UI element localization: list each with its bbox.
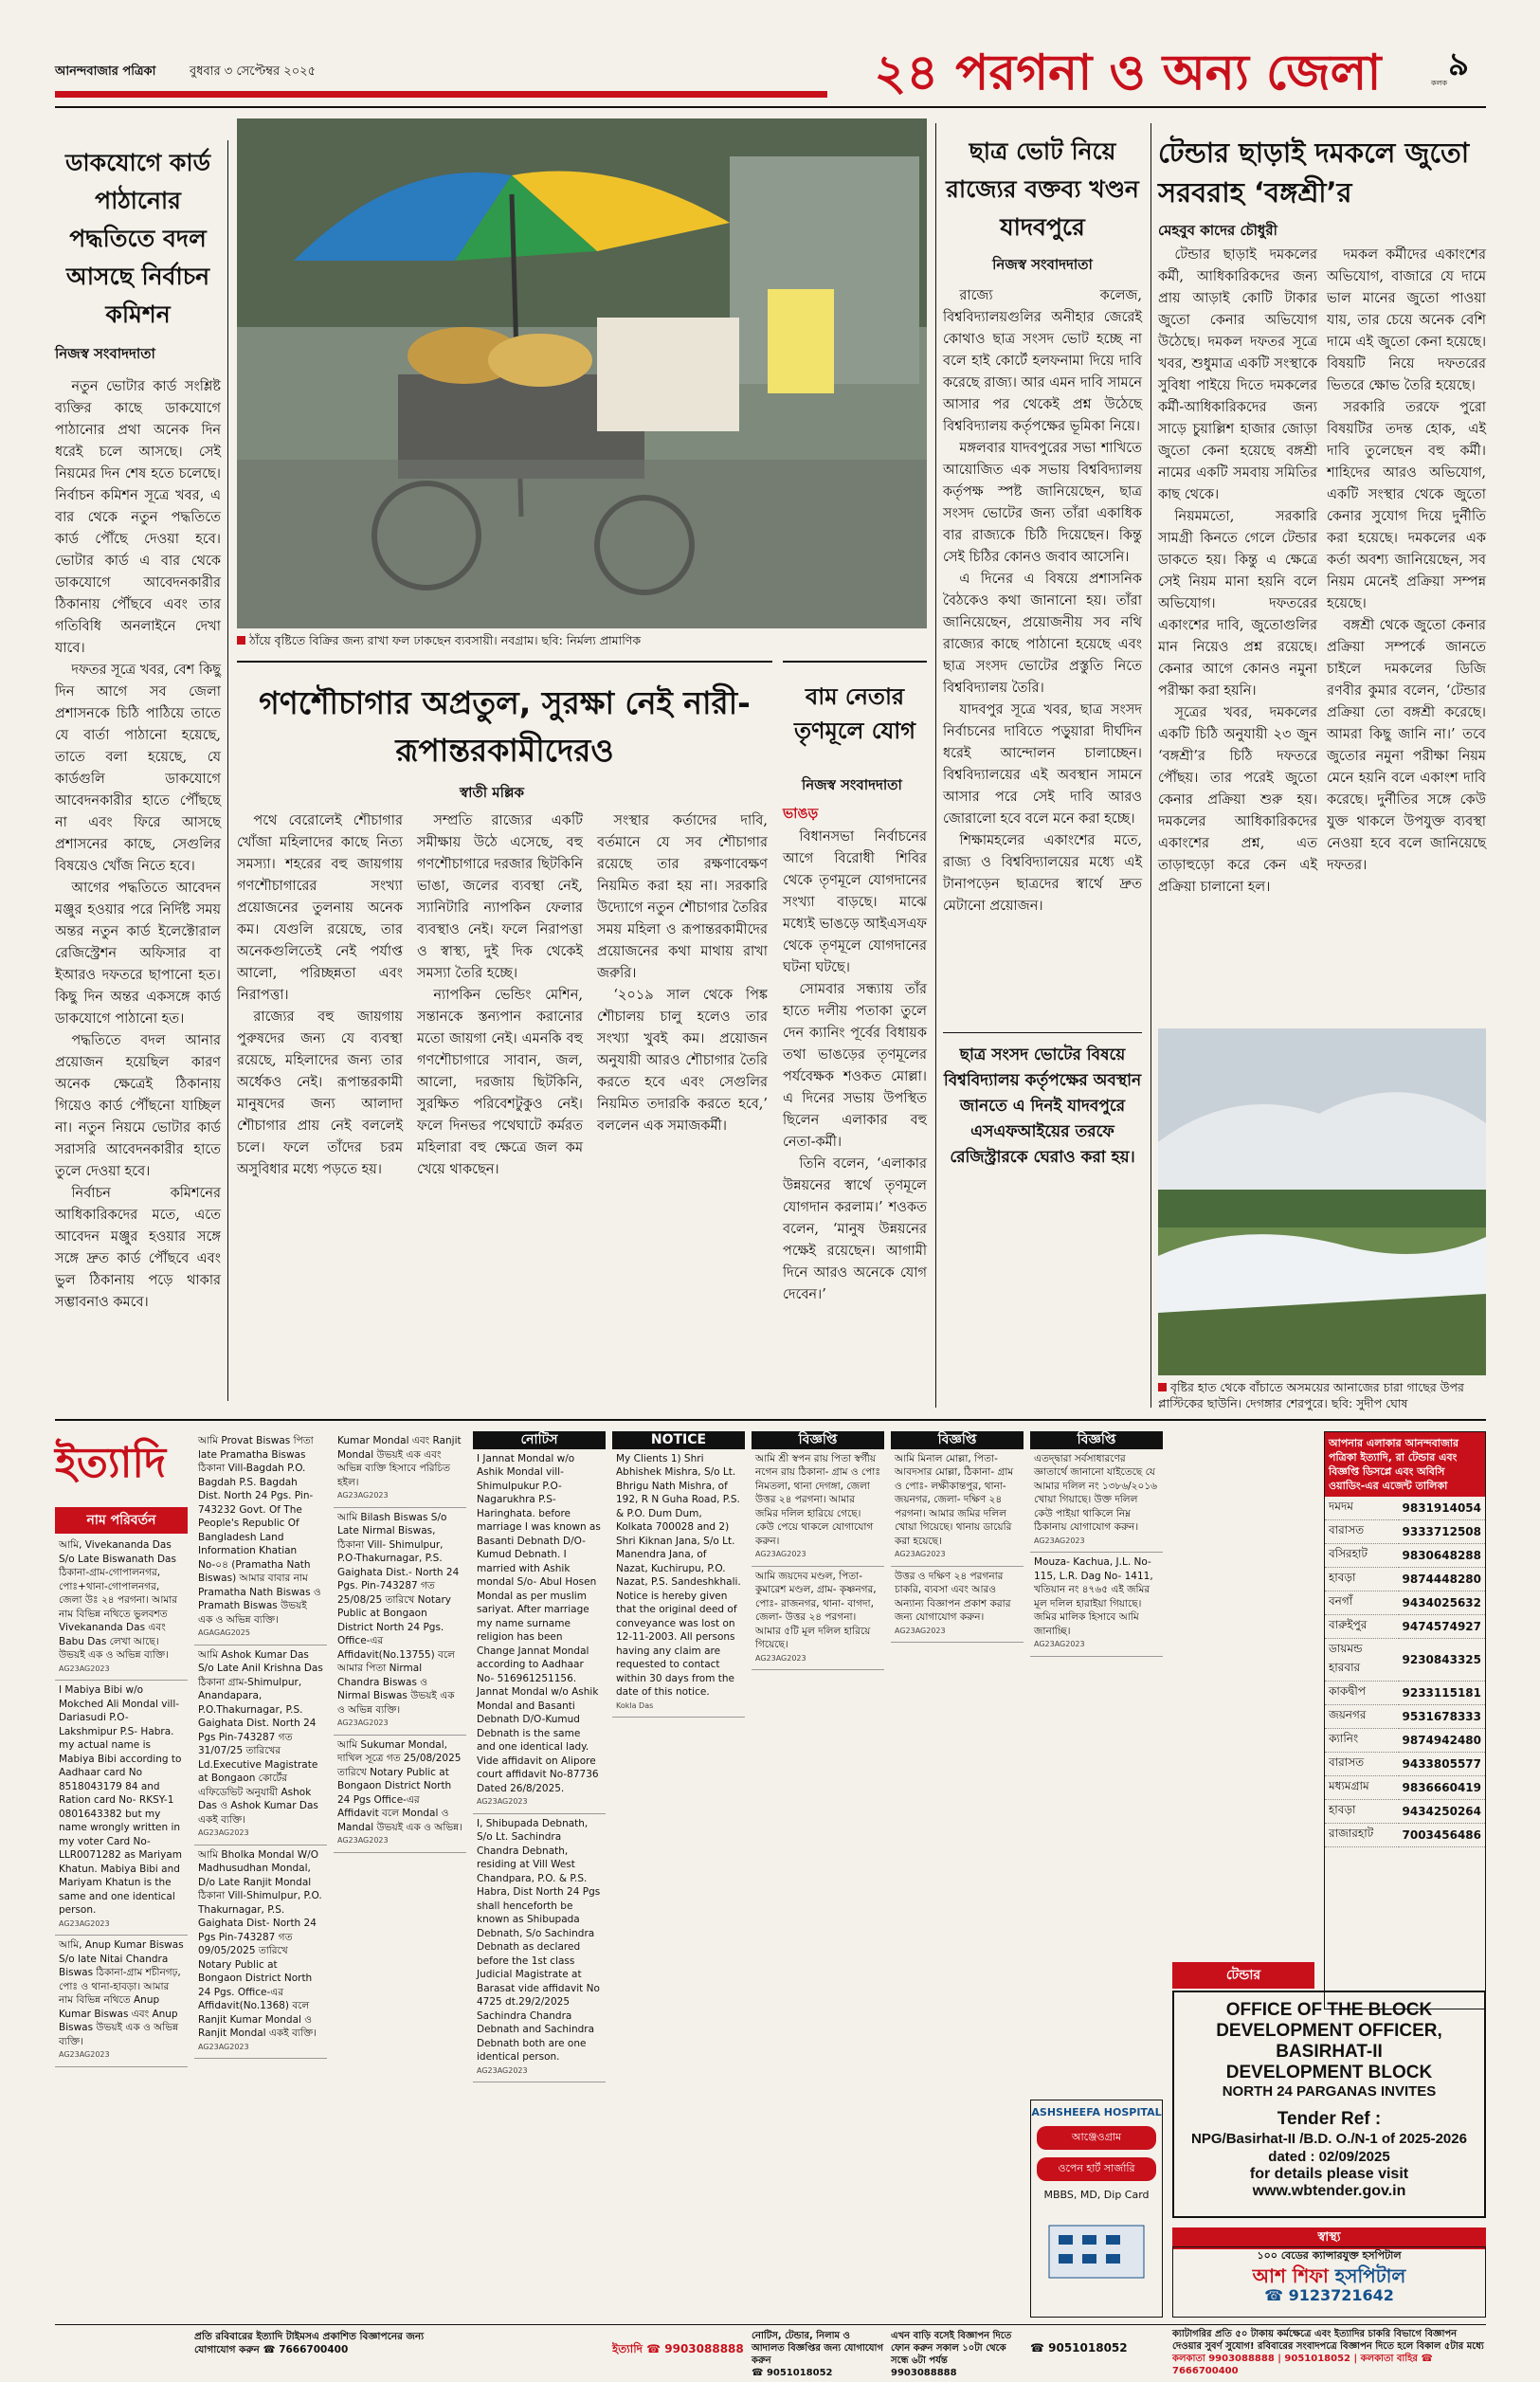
footer-market: এখন বাড়ি বসেই বিজ্ঞাপন দিতে ফোন করুন সকাল ১০টা থেকে সন্ধে ৬টা পর্যন্ত 9903088888	[891, 2331, 1012, 2378]
agent-phone[interactable]: 9874448280	[1399, 1568, 1486, 1591]
story-toilet	[237, 661, 772, 1414]
tender-office-3: DEVELOPMENT BLOCK	[1225, 2063, 1433, 2082]
story-sfi-pullout: ছাত্র সংসদ ভোটের বিষয়ে বিশ্ববিদ্যালয় কর্তৃপক্ষের অবস্থান জানতে এ দিনই যাদবপুরে এসএফআইয়ের তরফে রেজিস্ট্রারকে ঘেরাও করা হয়।	[943, 1032, 1142, 1171]
story-toilet-para: সম্প্রতি রাজ্যের একটি সমীক্ষায় উঠে এসেছে, বহু গণশৌচাগারে দরজার ছিটকিনি ভাঙা, জলের ব্যবস্থা নেই, স্যানিটারি ন্যাপকিন ফেলার ব্যবস্থাও নেই। ফলে নিরাপত্তা ও স্বাস্থ্য, দুই দিক থেকেই সমস্যা তৈরি হচ্ছে।	[417, 813, 583, 981]
classi-col8	[1030, 1431, 1163, 2095]
agent-row	[1325, 1520, 1485, 1544]
story-left-headline: বাম নেতার তৃণমূলে যোগ	[794, 683, 915, 744]
story-toilet-col2	[417, 810, 583, 1398]
agent-place: বারাসত	[1325, 1520, 1399, 1544]
story-ec	[55, 140, 221, 1420]
agent-row	[1325, 1544, 1485, 1568]
notice-en-title: NOTICE	[612, 1431, 745, 1449]
agent-phone[interactable]: 9836660419	[1399, 1776, 1486, 1800]
agent-phone[interactable]: 9874942480	[1399, 1729, 1486, 1753]
agent-phone[interactable]: 9433805577	[1399, 1753, 1486, 1776]
notice-title: নোটিস	[473, 1431, 606, 1449]
story-student-para: শিক্ষামহলের একাংশের মতে, রাজ্য ও বিশ্ববিদ্যালয়ের মধ্যে এই টানাপড়েন ছাত্রদের স্বার্থে দ্রুত মেটানো প্রয়োজন।	[943, 833, 1142, 914]
agent-row	[1325, 1497, 1485, 1520]
agent-table	[1325, 1497, 1485, 1847]
agent-row	[1325, 1800, 1485, 1824]
classified-item: I Mabiya Bibi w/o Mokched Ali Mondal vill-Dariasudi P.O-Lakshmipur P.S- Habra. my actual name is Mabiya Bibi according to Aadhaar card No 8518043179 84 and Ration card No- RKSY-1 0801643382 but my name wrongly written in my voter Card No-LLR0071282 as Mariyam Khatun. Mabiya Bibi and Mariyam Khatun is the same and one identical person. AG23AG2023	[55, 1681, 188, 1936]
story-toilet-para: ন্যাপকিন ভেন্ডিং মেশিন, সন্তানকে স্তন্যপান করানোর মতো জায়গা নেই। এমনকি বহু গণশৌচাগারে সাবান, জল, আলো, দরজায় ছিটকিনি, সুরক্ষিত পরিবেশটুকুও নেই। ফলে দিনভর পথেঘাটে কর্মরত মহিলারা বহু ক্ষেত্রে জল কম খেয়ে থাকছেন।	[417, 988, 583, 1177]
classified-item: উত্তর ও দক্ষিণ ২৪ পরগনার চাকরি, ব্যবসা এবং আরও অন্যান্য বিজ্ঞাপন প্রকাশ করার জন্য যোগাযোগ করুন। AG23AG2023	[891, 1567, 1024, 1644]
bigyapti-title: বিজ্ঞপ্তি	[752, 1431, 884, 1449]
agent-place: বারুইপুর	[1325, 1615, 1399, 1639]
agent-place: বসিরহাট	[1325, 1544, 1399, 1568]
tender-office-2: DEVELOPMENT OFFICER, BASIRHAT-II	[1216, 2021, 1442, 2062]
classifieds-brand	[55, 1431, 188, 1507]
hospital-building-icon	[1040, 2207, 1153, 2282]
col-divider	[935, 123, 936, 1408]
story-ec-body	[55, 376, 221, 1310]
story-student-byline: নিজস্ব সংবাদদাতা	[992, 256, 1093, 273]
agent-phone[interactable]: 9434250264	[1399, 1800, 1486, 1824]
caption-marker-icon	[237, 636, 245, 645]
agent-place: বনগাঁ	[1325, 1591, 1399, 1615]
agent-place: রাজারহাট	[1325, 1824, 1399, 1847]
story-shoe-byline: মেহবুব কাদের চৌধুরী	[1158, 222, 1277, 239]
hospital-name: আশ শিফা হসপিটাল	[1252, 2264, 1406, 2287]
story-toilet-headline: গণশৌচাগার অপ্রতুল, সুরক্ষা নেই নারী-রূপান্তরকামীদেরও	[259, 684, 751, 769]
classified-item: আমি Provat Biswas পিতা late Pramatha Biswas ঠিকানা Vill-Bagdah P.O. Bagdah P.S. Bagdah Dist. North 24 Pgs. Pin- 743232 Govt. Of The People's Republic Of Bangladesh Land Information Khatian No-০৪ (Pramatha Nath Biswas) আমার বাবার নাম Pramatha Nath Biswas ও Pramath Biswas উভয়ই এক ও অভিন্ন ব্যক্তি। AGAGAG2025	[194, 1431, 327, 1646]
story-toilet-para: রাজ্যের বহু জায়গায় পুরুষদের জন্য যে ব্যবস্থা রয়েছে, মহিলাদের জন্য তার অর্ধেকও নেই। রূপান্তরকামী মানুষদের জন্য আলাদা শৌচাগার প্রায় নেই বললেই চলে। ফলে তাঁদের চরম অসুবিধার মধ্যে পড়তে হয়।	[237, 1009, 403, 1177]
story-shoe-col2	[1327, 245, 1486, 1003]
story-shoe	[1158, 133, 1486, 1005]
page-number: ৯	[1448, 45, 1470, 83]
classified-item: আমি শ্রী স্বপন রায় পিতা স্বর্গীয় নগেন রায় ঠিকানা- গ্রাম ও পোঃ নিমতলা, থানা দেগঙ্গা, জেলা উত্তর ২৪ পরগনা। আমার জমির দলিল হারিয়ে গেছে। কেউ পেয়ে থাকলে যোগাযোগ করুন। AG23AG2023	[752, 1449, 884, 1567]
tender-site[interactable]: www.wbtender.gov.in	[1252, 2183, 1406, 2199]
story-student-headline: ছাত্র ভোট নিয়ে রাজ্যের বক্তব্য খণ্ডন যাদবপুরে	[946, 137, 1139, 241]
agent-place: হাবড়া	[1325, 1568, 1399, 1591]
story-toilet-para: পথে বেরোলেই শৌচাগার খোঁজা মহিলাদের কাছে নিত্য সমস্যা। শহরের বহু জায়গায় গণশৌচাগারের সংখ্যা প্রয়োজনের তুলনায় অনেক কম। যেগুলি রয়েছে, তার অনেকগুলিতেই নেই পর্যাপ্ত আলো, পরিচ্ছন্নতা এবং নিরাপত্তা।	[237, 813, 403, 1003]
hospital-badge-heart: ওপেন হার্ট সার্জারি	[1037, 2157, 1156, 2181]
hospital-phone: ☎ 9123721642	[1264, 2286, 1394, 2304]
footer-itdi: ইত্যাদি ☎ 9903088888	[612, 2342, 744, 2355]
classified-item: আমি Sukumar Mondal, দাখিল সূত্রে গত 25/08/2025 তারিখে Notary Public at Bongaon District North 24 Pgs Office-এর Affidavit বলে Mondal ও Mandal উভয়ই এক ও অভিন্ন। AG23AG2023	[334, 1736, 466, 1853]
hospital-badge-angio: আঞ্জেওগ্রাম	[1037, 2126, 1156, 2150]
footer-left: প্রতি রবিবারের ইত্যাদি টাইমসএ প্রকাশিত বিজ্ঞাপনের জন্য যোগাযোগ করুন ☎ 7666700400	[194, 2331, 425, 2355]
paper-name: আনন্দবাজার পত্রিকা	[55, 64, 156, 79]
photo-rain-vendor	[237, 118, 927, 628]
story-shoe-para: সরকারি তরফে পুরো বিষয়টির তদন্ত হোক, এই দাবি তুলেছেন বহু কর্মী। শাহিদের আরও অভিযোগ, একটি সংস্থার থেকে জুতো কেনার সুযোগ দিয়ে দুর্নীতি করা হয়েছে। দমকলের এক কর্তা অবশ্য জানিয়েছেন, সব নিয়ম মেনেই প্রক্রিয়া সম্পন্ন হয়েছে।	[1327, 400, 1486, 611]
agent-box	[1324, 1431, 1486, 2009]
agent-phone[interactable]: 9474574927	[1399, 1615, 1486, 1639]
agent-phone[interactable]: 9233115181	[1399, 1682, 1486, 1705]
agent-place: কাকদ্বীপ	[1325, 1682, 1399, 1705]
agent-row	[1325, 1639, 1485, 1682]
story-shoe-headline: টেন্ডার ছাড়াই দমকলে জুতো সরবরাহ ‘বঙ্গশ্রী’র	[1158, 136, 1470, 209]
col-divider	[1150, 123, 1151, 1408]
story-toilet-para: ‘২০১৯ সাল থেকে পিঙ্ক শৌচালয় চালু হলেও তার সংখ্যা খুবই কম। প্রয়োজন অনুযায়ী আরও শৌচাগার তৈরি করতে হবে এবং সেগুলির নিয়মিত তদারকি করতে হবে,’ বললেন এক সমাজকর্মী।	[597, 988, 768, 1134]
agent-phone[interactable]: 7003456486	[1399, 1824, 1486, 1847]
agent-phone[interactable]: 9230843325	[1399, 1639, 1486, 1682]
story-ec-para: দফতর সূত্রে খবর, বেশ কিছু দিন আগে সব জেলা প্রশাসনকে চিঠি পাঠিয়ে তাতে যে বার্তা পাঠানো হয়েছে, তাতে বলা হয়েছে, যে কার্ডগুলি ডাকযোগে আবেদনকারীর হাতে পৌঁছছে না এবং ফিরে আসছে প্রশাসনের কাছে, সেগুলির বিষয়েও খোঁজ নিতে হবে।	[55, 663, 221, 874]
story-student-para: মঙ্গলবার যাদবপুরের সভা শাখিতে আয়োজিত এক সভায় বিশ্ববিদ্যালয় কর্তৃপক্ষ স্পষ্ট জানিয়েছেন, ছাত্র সংসদ ভোটের জন্য তাঁরা একাধিক বার রাজ্যকে চিঠি দিয়েছেন। কিন্তু সেই চিঠির কোনও জবাব আসেনি।	[943, 441, 1142, 565]
caption-marker-icon	[1158, 1383, 1167, 1391]
bigyapti-title: বিজ্ঞপ্তি	[1030, 1431, 1163, 1449]
story-ec-para: নতুন ভোটার কার্ড সংশ্লিষ্ট ব্যক্তির কাছে ডাকযোগে পাঠানোর প্রথা অনেক দিন ধরেই চলে আসছে। সেই নিয়মের দিন শেষ হতে চলেছে। নির্বাচন কমিশন সূত্রে খবর, এ বার থেকে নতুন পদ্ধতিতে কার্ড পৌঁছে দেওয়া হবে। ভোটার কার্ড এ বার থেকে ডাকযোগে আবেদনকারীর ঠিকানায় পৌঁছবে এবং তার গতিবিধি অনলাইনে দেখা যাবে।	[55, 379, 221, 656]
section-title: ২৪ পরগনা ও অন্য জেলা	[874, 45, 1382, 101]
tender-details: for details please visit	[1249, 2166, 1409, 2182]
classified-item: Kumar Mondal এবং Ranjit Mondal উভয়ই এক এবং অভিন্ন ব্যক্তি হিসাবে পরিচিত হইল। AG23AG2023	[334, 1431, 466, 1508]
agent-row	[1325, 1753, 1485, 1776]
story-toilet-para: সংস্থার কর্তাদের দাবি, বর্তমানে যে সব শৌচাগার রয়েছে তার রক্ষণাবেক্ষণ নিয়মিত করা হয় না। সরকারি উদ্যোগে নতুন শৌচাগার তৈরির সময় মহিলা ও রূপান্তরকামীদের প্রয়োজনের কথা মাথায় রাখা জরুরি।	[597, 813, 768, 981]
fold-rule	[55, 1419, 1486, 1421]
agent-row	[1325, 1682, 1485, 1705]
footer-notice: নোটিস, টেন্ডার, নিলাম ও আদালত বিজ্ঞপ্তির জন্য যোগাযোগ করুন ☎ 9051018052	[752, 2331, 884, 2378]
story-ec-para: আগের পদ্ধতিতে আবেদন মঞ্জুর হওয়ার পরে নির্দিষ্ট সময় অন্তর নতুন কার্ড ইলেক্টোরাল রেজিস্ট্রেশন অফিসার বা ইআরও দফতরে ছাপানো হত। কিছু দিন অন্তর একসঙ্গে কার্ড ডাকযোগে পাঠানো হত।	[55, 881, 221, 1027]
name-change-title: নাম পরিবর্তন	[55, 1507, 188, 1534]
agent-row	[1325, 1615, 1485, 1639]
hospital-extras	[1030, 2100, 1163, 2318]
agent-phone[interactable]: 9830648288	[1399, 1544, 1486, 1568]
story-left-dateline: ভাঙড়	[783, 805, 819, 822]
footer-right: ক্যাটাগরির প্রতি ৫০ টাকায় কর্মক্ষেত্রে এবং ইত্যাদির চাকরি বিভাগে বিজ্ঞাপন দেওয়ার সুবর্ণ সুযোগ! রবিবারের সংবাদপত্রে বিজ্ঞাপন দিতে হলে বিকাল ৫টার মধ্যে কলকাতা 9903088888 | 9051018052 | কলকাতা বাহির ☎ 7666700400	[1172, 2329, 1484, 2376]
agent-place: জয়নগর	[1325, 1705, 1399, 1729]
classified-item: আমি Bilash Biswas S/o Late Nirmal Biswas, ঠিকানা Vill- Shimulpur, P.O-Thakurnagar, P.S. Gaighata Dist.- North 24 Pgs. Pin-743287 গত 25/08/25 তারিখে Notary Public at Bongaon District North 24 Pgs. Office-এর Affidavit(No.13755) বলে আমার পিতা Nirmal Chandra Biswas ও Nirmal Biswas উভয়ই এক ও অভিন্ন ব্যক্তি। AG23AG2023	[334, 1508, 466, 1736]
story-student-para: এ দিনের এ বিষয়ে প্রশাসনিক বৈঠকেও কথা জানানো হয়। তাঁরা জানিয়েছেন, প্রয়োজনীয় সব নথি রাজ্যের কাছে পাঠানো হয়েছে এবং ছাত্র সংসদ ভোটের প্রস্তুতি নিতে বিশ্ববিদ্যালয় তৈরি।	[943, 572, 1142, 696]
classified-item: Mouza- Kachua, J.L. No- 115, L.R. Dag No- 1411, খতিয়ান নং ৪৭৬৫ এই জমির মূল দলিল হারাইয়া গিয়াছে। জমির মালিক হিসাবে আমি জানাচ্ছি। AG23AG2023	[1030, 1553, 1163, 1657]
agent-phone[interactable]: 9333712508	[1399, 1520, 1486, 1544]
rule	[783, 661, 927, 663]
story-shoe-para: নিয়মমতো, সরকারি সামগ্রী কিনতে গেলে টেন্ডার ডাকতে হয়। কিন্তু এ ক্ষেত্রে সেই নিয়ম মানা হয়নি বলে অভিযোগ। দফতরের একাংশের দাবি, জুতোগুলির মান নিয়েও প্রশ্ন রয়েছে। কেনার আগে কোনও নমুনা পরীক্ষা করা হয়নি।	[1158, 509, 1317, 699]
story-student	[943, 133, 1142, 1403]
classi-col2	[194, 1431, 327, 2318]
agent-phone[interactable]: 9531678333	[1399, 1705, 1486, 1729]
masthead-red-rule	[55, 91, 827, 98]
classified-item: আমি Ashok Kumar Das S/o Late Anil Krishna Das ঠিকানা গ্রাম-Shimulpur, Anandapara, P.O.Thakurnagar, P.S. Gaighata Dist. North 24 Pgs Pin-743287 গত 31/07/25 তারিখের Ld.Executive Magistrate at Bongaon কোর্টের এফিডেভিট অনুযায়ী Ashok Das ও Ashok Kumar Das একই ব্যক্তি। AG23AG2023	[194, 1646, 327, 1846]
agent-row	[1325, 1568, 1485, 1591]
classifieds-brand-name: ইত্যাদি	[55, 1439, 167, 1487]
classified-item: এতদ্দ্বারা সর্বসাধারণের জ্ঞাতার্থে জানানো যাইতেছে যে আমার দলিল নং ১৩৮৬/২০১৬ খোয়া গিয়াছে। উক্ত দলিল কেউ পাইয়া থাকিলে নিম্ন ঠিকানায় যোগাযোগ করুন। AG23AG2023	[1030, 1449, 1163, 1554]
photo-farm-caption: বৃষ্টির হাত থেকে বাঁচাতে অসময়ের আনাজের চারা গাছের উপর প্লাস্টিকের ছাউনি। দেগঙ্গার শেরপুরে। ছবি: সুদীপ ঘোষ	[1158, 1380, 1464, 1410]
issue-date: বুধবার ৩ সেপ্টেম্বর ২০২৫	[190, 64, 317, 79]
story-student-para: রাজ্যে কলেজ, বিশ্ববিদ্যালয়গুলির অনীহার জেরেই কোথাও ছাত্র সংসদ ভোট হচ্ছে না বলে হাই কোর্টে হলফনামা দিয়ে দাবি করেছে রাজ্য। আর এমন দাবি সামনে আসার পর থেকেই প্রশ্ন উঠেছে বিশ্ববিদ্যালয় কর্তৃপক্ষের ভূমিকা নিয়ে।	[943, 288, 1142, 434]
classified-item: আমি মিনাল মোল্লা, পিতা- আবদসার মোল্লা, ঠিকানা- গ্রাম ও পোঃ- লক্ষীকান্তপুর, থানা- জয়নগর, জেলা- দক্ষিণ ২৪ পরগনা। আমার জমির দলিল খোয়া গিয়েছে। থানায় ডায়েরি করা হয়েছে। AG23AG2023	[891, 1449, 1024, 1567]
photo-farm	[1158, 1028, 1486, 1375]
story-shoe-para: টেন্ডার ছাড়াই দমকলের কর্মী, আধিকারিকদের জন্য প্রায় আড়াই কোটি টাকার জুতো কেনার অভিযোগ উঠেছে। দমকল দফতর সূত্রে খবর, শুধুমাত্র একটি সংস্থাকে সুবিধা পাইয়ে দিতে দমকলের কর্মী-আধিকারিকদের জন্য সাড়ে চুয়াল্লিশ হাজার জোড়া জুতো কেনা হয়েছে বঙ্গশ্রী নামের একটি সমবায় সমিতির কাছ থেকে।	[1158, 247, 1317, 502]
story-student-body	[943, 285, 1142, 1015]
footer-rule	[55, 2324, 1486, 2325]
classified-item: আমি জয়দেব মণ্ডল, পিতা- কুমারেশ মণ্ডল, গ্রাম- কৃষ্ণনগর, পোঃ- রাজনগর, থানা- বাগদা, জেলা- উত্তর ২৪ পরগনা। আমার ৫টি মূল দলিল হারিয়ে গিয়েছে। AG23AG2023	[752, 1567, 884, 1671]
agent-place: দমদম	[1325, 1497, 1399, 1520]
photo-rain-vendor-caption: ঠাঁয়ে বৃষ্টিতে বিক্রির জন্য রাখা ফল ঢাকছেন ব্যবসায়ী। নবগ্রাম। ছবি: নির্মল্য প্রামাণিক	[237, 632, 927, 651]
bigyapti-title: বিজ্ঞপ্তি	[891, 1431, 1024, 1449]
story-toilet-byline: স্বাতী মল্লিক	[460, 784, 525, 801]
agent-place: বারাসত	[1325, 1753, 1399, 1776]
story-ec-byline: নিজস্ব সংবাদদাতা	[55, 345, 155, 362]
agent-row	[1325, 1591, 1485, 1615]
agent-row	[1325, 1824, 1485, 1847]
agent-row	[1325, 1729, 1485, 1753]
classi-col1	[55, 1536, 188, 2318]
agent-phone[interactable]: 9831914054	[1399, 1497, 1486, 1520]
phone-icon: ☎	[1264, 2286, 1284, 2304]
hospital-section-label: স্বাস্থ্য	[1172, 2227, 1486, 2249]
tender-ref-value: NPG/Basirhat-II /B.D. O./N-1 of 2025-2026 dated : 02/09/2025	[1191, 2131, 1467, 2165]
story-ec-para: নির্বাচন কমিশনের আধিকারিকদের মতে, এতে আবেদন মঞ্জুর হওয়ার সঙ্গে সঙ্গে দ্রুত কার্ড পৌঁছবে এবং ভুল ঠিকানায় পড়ে থাকার সম্ভাবনাও কমবে।	[55, 1186, 221, 1310]
classified-item: I Jannat Mondal w/o Ashik Mondal vill-Shimulpukur P.O-Nagarukhra P.S- Haringhata. before marriage I was known as Basanti Debnath D/O-Kumud Debnath. I married with Ashik mondal S/o- Abul Hosen Mondal as per muslim sariyat. After marriage my name surname religion has been Change Jannat Mondal according to Aadhaar No- 516961251156. Jannat Mondal w/o Ashik Mondal and Basanti Debnath D/O-Kumud Debnath is the same and one identical lady. Vide affidavit on Alipore court affidavit No-87736 Dated 26/8/2025. AG23AG2023	[473, 1449, 606, 1814]
tender-office-4: NORTH 24 PARGANAS INVITES	[1222, 2083, 1437, 2100]
masthead	[0, 0, 1540, 104]
story-student-para: যাদবপুর সূত্রে খবর, ছাত্র সংসদ নির্বাচনের দাবিতে পড়ুয়ারা দীর্ঘদিন ধরেই আন্দোলন চালাচ্ছেন। বিশ্ববিদ্যালয়ের এই অবস্থান সামনে আসার পরে সেই দাবি আরও জোরালো হবে বলে মনে করা হচ্ছে।	[943, 702, 1142, 827]
story-ec-para: পদ্ধতিতে বদল আনার প্রয়োজন হয়েছিল কারণ অনেক ক্ষেত্রেই ঠিকানায় গিয়েও কার্ড পৌঁছনো যাচ্ছিল না। নতুন নিয়মে ভোটার কার্ড সরাসরি আবেদনকারীর হাতে তুলে দেওয়া হবে।	[55, 1033, 221, 1179]
story-left-byline: নিজস্ব সংবাদদাতা	[802, 776, 902, 793]
agent-box-title: আপনার এলাকার আনন্দবাজার পত্রিকা ইত্যাদি, রা টেন্ডার এবং বিজ্ঞপ্তি ডিসপ্লে এবং অবিসি ওয়াডিং-এর এজেন্ট তালিকা	[1325, 1432, 1485, 1497]
classi-col4	[473, 1431, 606, 2318]
hospital-box	[1172, 2246, 1486, 2318]
hospital-doctor: MBBS, MD, Dip Card	[1043, 2189, 1150, 2201]
tender-box	[1172, 1991, 1486, 2218]
classified-item: আমি, Vivekananda Das S/o Late Biswanath Das ঠিকানা-গ্রাম-গোপালনগর, পোঃ+থানা-গোপালনগর, জেলা উঃ ২৪ পরগনা। আমার নাম বিভিন্ন নথিতে ভুলবশত Vivekananda Das এবং Babu Das লেখা আছে। উভয়ই এক ও অভিন্ন ব্যক্তি। AG23AG2023	[55, 1536, 188, 1681]
agent-place: মধ্যমগ্রাম	[1325, 1776, 1399, 1800]
agent-phone[interactable]: 9434025632	[1399, 1591, 1486, 1615]
story-shoe-para: সূত্রের খবর, দমকলের একটি চিঠি অনুযায়ী ২৩ জুন ‘বঙ্গশ্রী’র চিঠি দফতরে পৌঁছয়। তার পরেই জুতো কেনার প্রক্রিয়া শুরু হয়। দমকলের আধিকারিকদের একাংশের প্রশ্ন, এত তাড়াহুড়ো করে কেন এই প্রক্রিয়া চালানো হল।	[1158, 705, 1317, 895]
col-divider	[227, 140, 228, 1401]
agent-row	[1325, 1776, 1485, 1800]
classi-col7	[891, 1431, 1024, 2318]
tender-section-label: টেন্ডার	[1172, 1962, 1314, 1989]
story-left-para: তিনি বলেন, ‘এলাকার উন্নয়নের স্বার্থে তৃণমূলে যোগদান করলাম।’ শওকত বলেন, ‘মানুষ উন্নয়নের পক্ষেই রয়েছেন। আগামী দিনে আরও অনেকে যোগ দেবেন।’	[783, 1156, 927, 1302]
story-shoe-para: দমকল কর্মীদের একাংশের অভিযোগ, বাজারে যে দামে ভাল মানের জুতো পাওয়া যায়, তার চেয়ে অনেক বেশি দামে এই জুতো কেনা হয়েছে। বিষয়টি নিয়ে দফতরের ভিতরে ক্ষোভ তৈরি হয়েছে।	[1327, 247, 1486, 393]
story-left-para: সোমবার সন্ধ্যায় তাঁর হাতে দলীয় পতাকা তুলে দেন ক্যানিং পূর্বের বিধায়ক তথা ভাঙড়ের তৃণমূলের পর্যবেক্ষক শওকত মোল্লা। এ দিনের সভায় উপস্থিত ছিলেন এলাকার বহু নেতা-কর্মী।	[783, 982, 927, 1150]
story-shoe-col1	[1158, 245, 1317, 1003]
story-toilet-col1	[237, 810, 403, 1398]
hospital-brand-en: ASHSHEEFA HOSPITAL	[1031, 2106, 1162, 2118]
tender-ref-label: Tender Ref :	[1277, 2109, 1382, 2129]
classified-item: I, Shibupada Debnath, S/o Lt. Sachindra Chandra Debnath, residing at Vill West Chandpara, P.O. & P.S. Habra, Dist North 24 Pgs shall henceforth be known as Shibupada Debnath, S/o Sachindra Debnath as declared before the 1st class Judicial Magistrate at Barasat vide affidavit No 4725 dt.29/2/2025 Sachindra Chandra Debnath and Sachindra Debnath both are one identical person. AG23AG2023	[473, 1814, 606, 2083]
rule	[237, 661, 772, 663]
hospital-tagline: ১০০ বেডের ক্যান্সারযুক্ত হসপিটাল	[1257, 2249, 1402, 2262]
story-ec-headline: ডাকযোগে কার্ড পাঠানোর পদ্ধতিতে বদল আসছে নির্বাচন কমিশন	[64, 149, 211, 328]
tender-office-1: OFFICE OF THE BLOCK	[1225, 2000, 1433, 2020]
classi-col5	[612, 1431, 745, 2318]
classified-item: My Clients 1) Shri Abhishek Mishra, S/o Lt. Bhrigu Nath Mishra, of 192, R N Guha Road, P.S. & P.O. Dum Dum, Kolkata 700028 and 2) Shri Kiknan Jana, S/o Lt. Manendra Jana, of Nazat, Kuchirupu, P.O. Nazat, P.S. Sandeshkhali. Notice is hereby given that the original deed of conveyance was lost on 12-11-2003. All persons having any claim are requested to contact within 30 days from the date of this notice. Kokla Das	[612, 1449, 745, 1718]
classi-col3	[334, 1431, 466, 2318]
agent-row	[1325, 1705, 1485, 1729]
agent-place: হাবড়া	[1325, 1800, 1399, 1824]
footer-mid2: ☎ 9051018052	[1030, 2341, 1128, 2355]
story-left-leader	[783, 661, 927, 1414]
story-left-body	[783, 827, 927, 1400]
story-toilet-col3	[597, 810, 768, 1398]
story-shoe-para: বঙ্গশ্রী থেকে জুতো কেনার প্রক্রিয়া সম্পর্কে জানতে চাইলে দমকলের ডিজি রণবীর কুমার বলেন, ‘টেন্ডার প্রক্রিয়া তো বঙ্গশ্রী করেছে। আমরা কিছু জানি না।’ তবে জুতোর নমুনা পরীক্ষা নিয়ম মেনে হয়নি বলে একাংশ দাবি করেছে। দুর্নীতির সঙ্গে কেউ যুক্ত থাকলে উপযুক্ত ব্যবস্থা নেওয়া হবে বলে জানিয়েছে দফতর।	[1327, 618, 1486, 873]
agent-place: ডায়মন্ড হারবার	[1325, 1639, 1399, 1682]
masthead-under-rule	[55, 106, 1486, 108]
photo-rain-vendor-image	[237, 118, 927, 628]
photo-farm-image	[1158, 1028, 1486, 1375]
story-left-para: বিধানসভা নির্বাচনের আগে বিরোধী শিবির থেকে তৃণমূলে যোগদানের সংখ্যা বাড়ছে। মাঝে মধ্যেই ভাঙড়ে আইএসএফ থেকে তৃণমূলে যোগদানের ঘটনা ঘটছে।	[783, 829, 927, 975]
classified-item: আমি Bholka Mondal W/O Madhusudhan Mondal, D/o Late Ranjit Mondal ঠিকানা Vill-Shimulpur, P.O. Thakurnagar, P.S. Gaighata Dist- North 24 Pgs Pin-743287 গত 09/05/2025 তারিখে Notary Public at Bongaon District North 24 Pgs. Office-এর Affidavit(No.1368) বলে Ranjit Kumar Mondal ও Ranjit Mondal একই ব্যক্তি। AG23AG2023	[194, 1846, 327, 2060]
classified-item: আমি, Anup Kumar Biswas S/o late Nitai Chandra Biswas ঠিকানা-গ্রাম শচীনগঢ়, পোঃ ও থানা-হাবড়া। আমার নাম বিভিন্ন নথিতে Anup Kumar Biswas এবং Anup Biswas উভয়ই এক ও অভিন্ন ব্যক্তি। AG23AG2023	[55, 1936, 188, 2067]
classi-col6	[752, 1431, 884, 2318]
kolkata-tag: কলক	[1431, 79, 1448, 87]
agent-place: ক্যানিং	[1325, 1729, 1399, 1753]
